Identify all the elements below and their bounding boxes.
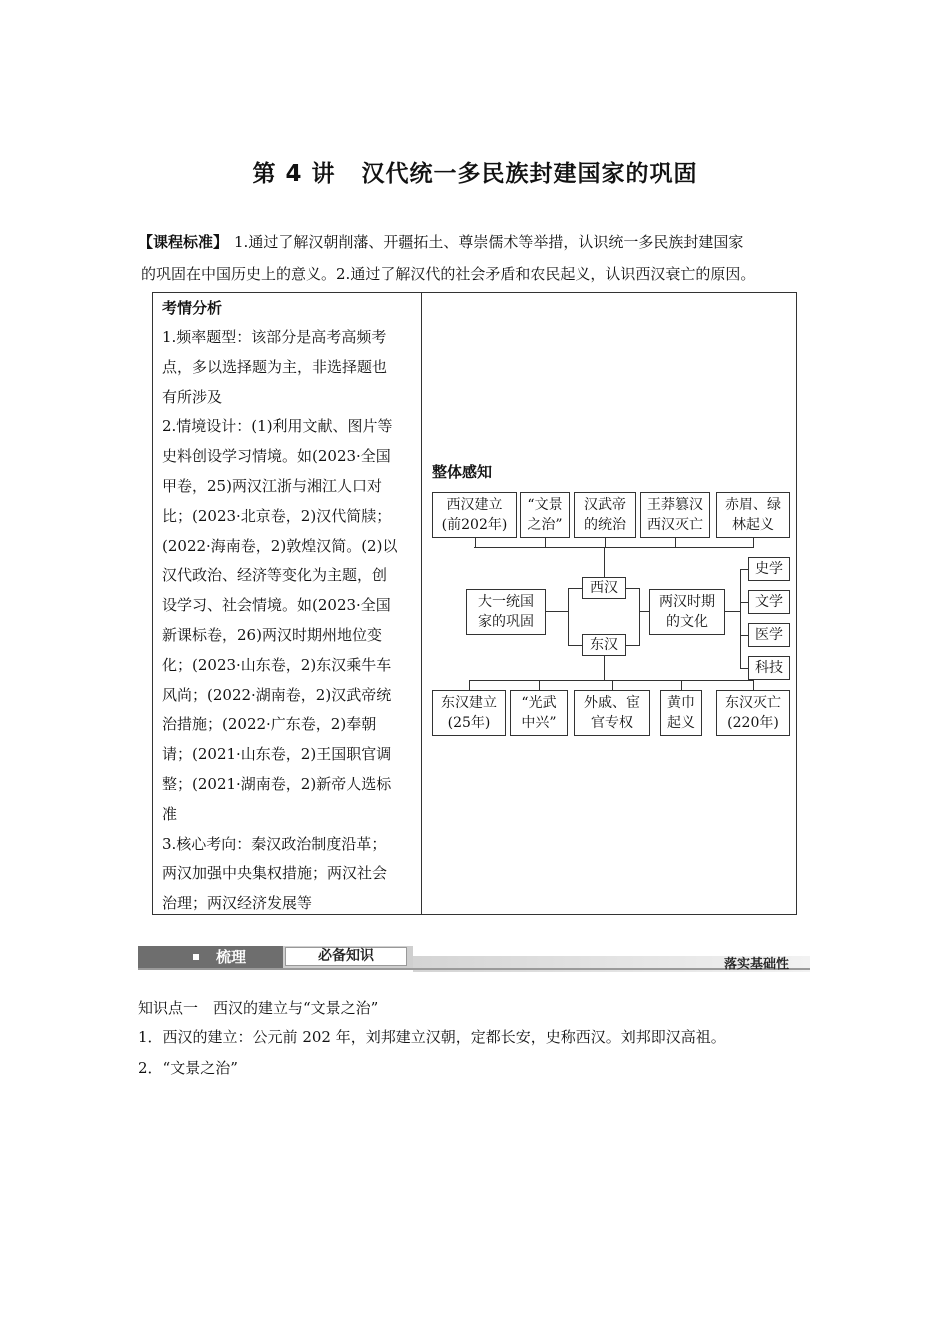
culture-item-box	[748, 623, 790, 647]
bottom-event-box	[660, 690, 702, 736]
connector-line	[675, 538, 676, 547]
top-event-box-text: 汉武帝	[584, 497, 626, 513]
top-event-box	[520, 492, 570, 538]
connector-line	[740, 635, 748, 636]
analysis-line: 请；(2021·山东卷，2)王国职官调	[162, 745, 392, 764]
standard-tag: 【课程标准】	[138, 233, 229, 251]
unification-box	[466, 589, 546, 635]
bottom-event-box-text: 东汉建立	[441, 695, 497, 711]
table-divider	[421, 292, 422, 915]
top-event-box	[640, 492, 710, 538]
banner-luoshi: 落实基础性	[724, 957, 790, 972]
analysis-line: 2.情境设计：(1)利用文献、图片等	[162, 417, 393, 436]
connector-line	[753, 680, 754, 690]
knowledge-item-1: 1．西汉的建立：公元前 202 年，刘邦建立汉朝，定都长安，史称西汉。刘邦即汉高祖。	[138, 1028, 726, 1046]
top-event-box-text: 西汉建立	[446, 497, 503, 513]
connector-line	[753, 538, 754, 547]
banner-underline	[138, 968, 810, 970]
connector-line	[626, 645, 640, 646]
bottom-event-box	[716, 690, 790, 736]
connector-line	[605, 538, 606, 547]
analysis-line: 治措施；(2022·广东卷，2)奉朝	[162, 715, 377, 734]
analysis-line: 准	[162, 804, 178, 823]
analysis-line: 有所涉及	[162, 387, 223, 406]
banner-shuli: 梳理	[216, 948, 247, 966]
top-event-box-text: 之治”	[527, 517, 563, 533]
connector-line	[469, 680, 470, 690]
culture-item-box	[748, 557, 790, 581]
course-standard	[138, 226, 818, 258]
culture-box-text: 两汉时期	[659, 594, 715, 610]
connector-line	[740, 569, 748, 570]
standard-line-1: 1.通过了解汉朝削藩、开疆拓土、尊崇儒术等举措，认识统一多民族封建国家	[234, 233, 744, 251]
analysis-line: 两汉加强中央集权措施；两汉社会	[162, 864, 388, 883]
analysis-line: 比；(2023·北京卷，2)汉代简牍；	[162, 506, 392, 525]
xihan-box	[582, 577, 626, 599]
donghan-box	[582, 634, 626, 656]
lesson-topic: 汉代统一多民族封建国家的巩固	[361, 161, 698, 187]
connector-line	[545, 538, 546, 547]
bottom-event-box-text: 官专权	[591, 715, 633, 731]
connector-line	[639, 588, 640, 646]
connector-line	[740, 668, 748, 669]
analysis-line: 甲卷，25)两汉江浙与湘江人口对	[162, 477, 382, 495]
top-event-box-text: 赤眉、绿	[725, 497, 781, 513]
standard-line-2: 的巩固在中国历史上的意义。2.通过了解汉代的社会矛盾和农民起义，认识西汉衰亡的原因。	[141, 265, 756, 283]
analysis-line: 风尚；(2022·湖南卷，2)汉武帝统	[162, 685, 392, 704]
unification-box-text: 家的巩固	[478, 614, 534, 630]
bottom-event-box-text: “光武	[521, 695, 557, 711]
top-event-box-text: “文景	[527, 497, 563, 513]
connector-line	[604, 656, 605, 680]
analysis-line: 点，多以选择题为主，非选择题也	[162, 357, 388, 376]
page-title	[0, 155, 950, 188]
top-event-box-text: 西汉灭亡	[647, 517, 703, 533]
culture-item-box	[748, 590, 790, 614]
lesson-number: 第 4 讲	[252, 161, 336, 187]
connector-line	[539, 680, 540, 690]
analysis-line: 史料创设学习情境。如(2023·全国	[162, 447, 391, 466]
culture-item-box-text: 史学	[755, 561, 783, 577]
connector-line	[626, 588, 640, 589]
top-event-box-text: 王莽篡汉	[647, 497, 703, 513]
connector-line	[469, 680, 754, 681]
analysis-line: 化；(2023·山东卷，2)东汉乘牛车	[162, 655, 392, 674]
bottom-event-box	[574, 690, 650, 736]
top-event-box	[716, 492, 790, 538]
bottom-event-box-text: 中兴”	[521, 715, 557, 731]
bottom-event-box-text: (25年)	[447, 715, 491, 731]
square-bullet-icon	[193, 954, 199, 960]
connector-line	[568, 588, 569, 646]
connector-line	[604, 547, 605, 577]
connector-line	[725, 611, 740, 612]
analysis-line: 治理；两汉经济发展等	[162, 894, 313, 913]
top-event-box	[574, 492, 636, 538]
culture-box-text: 的文化	[666, 614, 708, 630]
connector-line	[568, 588, 582, 589]
analysis-heading: 考情分析	[162, 299, 223, 317]
connector-line	[681, 680, 682, 690]
bottom-event-box	[432, 690, 506, 736]
connector-line	[568, 645, 582, 646]
connector-line	[612, 680, 613, 690]
bottom-event-box-text: 起义	[667, 715, 695, 731]
bottom-event-box-text: 黄巾	[667, 695, 695, 711]
culture-item-box	[748, 656, 790, 680]
donghan-box-text: 东汉	[590, 637, 618, 653]
culture-item-box-text: 医学	[755, 627, 783, 643]
xihan-box-text: 西汉	[590, 580, 618, 596]
analysis-line: 1.频率题型：该部分是高考高频考	[162, 328, 387, 346]
analysis-line: (2022·海南卷，2)敦煌汉简。(2)以	[162, 536, 398, 555]
bottom-event-box	[510, 690, 568, 736]
connector-line	[740, 602, 748, 603]
culture-box	[649, 589, 725, 635]
analysis-line: 设学习、社会情境。如(2023·全国	[162, 596, 391, 615]
bottom-event-box-text: 东汉灭亡	[725, 695, 781, 711]
analysis-line: 新课标卷，26)两汉时期州地位变	[162, 626, 382, 644]
unification-box-text: 大一统国	[478, 594, 534, 610]
culture-item-box-text: 科技	[755, 660, 783, 676]
connector-line	[474, 547, 754, 548]
banner-bibei: 必备知识	[318, 948, 374, 964]
top-event-box-text: 的统治	[584, 517, 626, 533]
bottom-event-box-text: (220年)	[727, 715, 779, 731]
knowledge-item-2: 2．“文景之治”	[138, 1059, 238, 1077]
connector-line	[740, 569, 741, 668]
bottom-event-box-text: 外戚、宦	[584, 695, 640, 711]
connector-line	[475, 538, 476, 547]
banner-dark-block	[138, 946, 283, 968]
top-event-box-text: 林起义	[732, 517, 774, 533]
connector-line	[639, 611, 649, 612]
analysis-line: 3.核心考向：秦汉政治制度沿革；	[162, 834, 387, 853]
top-event-box	[432, 492, 517, 538]
culture-item-box-text: 文学	[755, 594, 783, 610]
knowledge-heading: 知识点一 西汉的建立与“文景之治”	[138, 999, 379, 1017]
top-event-box-text: (前202年)	[441, 517, 508, 533]
connector-line	[546, 611, 568, 612]
diagram-heading: 整体感知	[432, 463, 493, 481]
analysis-line: 汉代政治、经济等变化为主题，创	[162, 566, 388, 585]
analysis-line: 整；(2021·湖南卷，2)新帝人选标	[162, 775, 392, 793]
